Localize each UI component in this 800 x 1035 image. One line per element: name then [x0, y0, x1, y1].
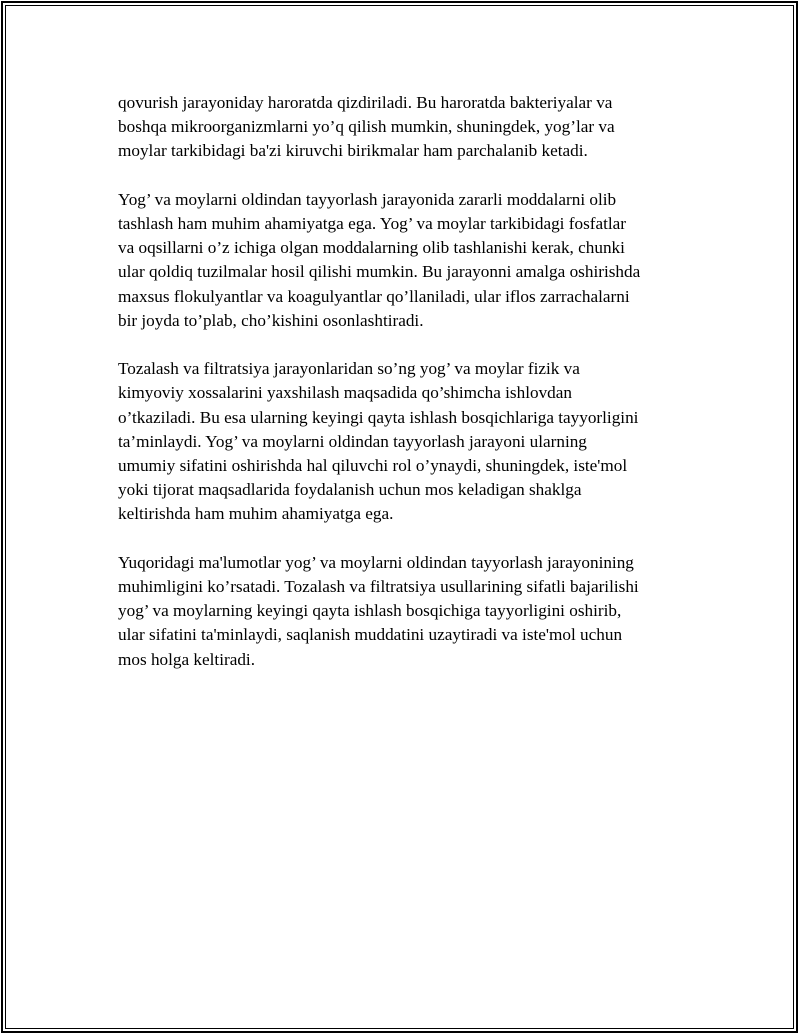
paragraph-2	[118, 188, 698, 333]
text-line: Yuqoridagi ma'lumotlar yog’ va moylarni oldindan tayyorlash jarayonining	[118, 552, 634, 572]
text-line: ular qoldiq tuzilmalar hosil qilishi mumkin. Bu jarayonni amalga oshirishda	[118, 262, 641, 282]
text-line: yog’ va moylarning keyingi qayta ishlash bosqichiga tayyorligini oshirib,	[118, 601, 622, 621]
text-line: ta’minlaydi. Yog’ va moylarni oldindan tayyorlash jarayoni ularning	[118, 431, 587, 451]
text-line: keltirishda ham muhim ahamiyatga ega.	[118, 504, 394, 524]
text-line: boshqa mikroorganizmlarni yo’q qilish mumkin, shuningdek, yog’lar va	[118, 117, 615, 137]
paragraph-4	[118, 551, 698, 672]
text-line: va oqsillarni o’z ichiga olgan moddalarning olib tashlanishi kerak, chunki	[118, 238, 625, 258]
text-line: mos holga keltiradi.	[118, 649, 255, 669]
body-text	[118, 91, 698, 696]
text-line: umumiy sifatini oshirishda hal qiluvchi rol o’ynaydi, shuningdek, iste'mol	[118, 456, 628, 476]
text-line: tashlash ham muhim ahamiyatga ega. Yog’ va moylar tarkibidagi fosfatlar	[118, 214, 627, 233]
text-line: o’tkaziladi. Bu esa ularning keyingi qayta ishlash bosqichlariga tayyorligini	[118, 407, 639, 427]
text-line: moylar tarkibidagi ba'zi kiruvchi birikmalar ham parchalanib ketadi.	[118, 141, 588, 161]
text-line: ular sifatini ta'minlaydi, saqlanish muddatini uzaytiradi va iste'mol uchun	[118, 625, 623, 645]
text-line: Yog’ va moylarni oldindan tayyorlash jarayonida zararli moddalarni olib	[118, 189, 617, 209]
text-line: maxsus flokulyantlar va koagulyantlar qo’llaniladi, ular iflos zarrachalarni	[118, 286, 630, 306]
text-line: bir joyda to’plab, cho’kishini osonlashtiradi.	[118, 310, 424, 330]
paragraph-3	[118, 357, 698, 526]
text-line: Tozalash va filtratsiya jarayonlaridan so’ng yog’ va moylar fizik va	[118, 359, 580, 379]
text-line: qovurish jarayoniday haroratda qizdiriladi. Bu haroratda bakteriyalar va	[118, 93, 613, 112]
text-line: muhimligini ko’rsatadi. Tozalash va filtratsiya usullarining sifatli bajarilishi	[118, 577, 639, 597]
text-line: yoki tijorat maqsadlarida foydalanish uchun mos keladigan shaklga	[118, 480, 582, 500]
paragraph-1	[118, 91, 698, 164]
text-line: kimyoviy xossalarini yaxshilash maqsadida qo’shimcha ishlovdan	[118, 383, 572, 403]
